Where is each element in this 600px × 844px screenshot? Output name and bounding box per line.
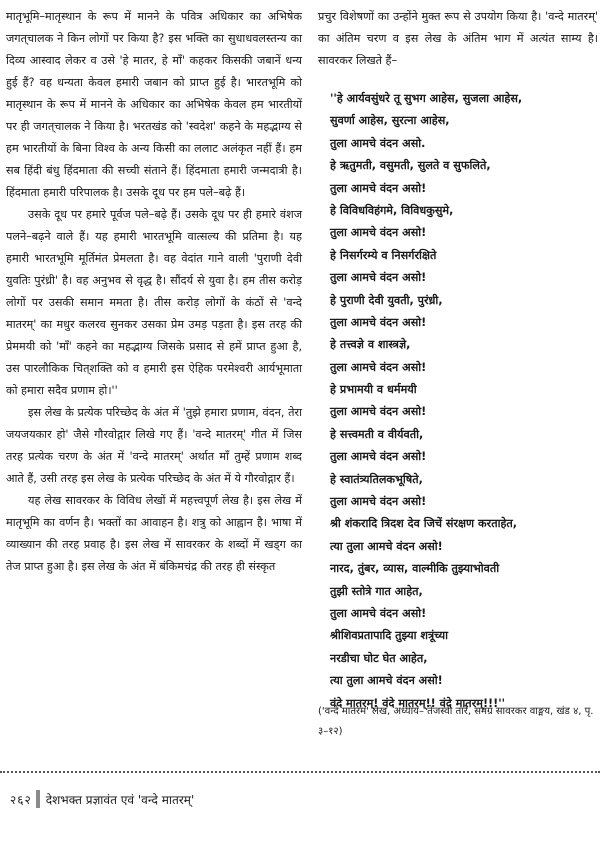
poem-line: नारद, तुंबर, व्यास, वाल्मीकि तुझ्याभोवती (330, 562, 500, 576)
poem-line: हे निसर्गरम्ये व निसर्गरक्षिते (330, 248, 437, 262)
paragraph-2: उसके दूध पर हमारे पूर्वज पले–बढ़े हैं। उसके दूध पर ही हमारे वंशज पलने–बढ़ने वाले हैं। यह हमारी भारतभूमि वात्सल्य की प्रतिमा है। यह हमारी भारतभूमि मूर्तिमंत प्रेमलता है। वह वेदांत गाने वाली 'पुराणी देवी युवतिः पुरंध्री' है। वह अनुभव से वृद्ध है। सौंदर्य से युवा है। हम तीस करोड़ लोगों पर उसकी समान ममता है। तीस करोड़ लोगों के कंठों से 'वन्दे मातरम्' का मधुर कलरव सुनकर उसका प्रेम उमड़ पड़ता है। इस तरह की प्रेममयी को 'माँ' कहने का महद्भाग्य जिसके प्रसाद से हमें प्राप्त हुआ है, उस पारलौकिक चित्‌शक्ति को व हमारी इस ऐहिक परमेश्वरी आर्यभूमाता को हमारा सदैव प्रणाम हो।'' (6, 208, 302, 397)
poem-line: त्या तुला आमचे वंदन असो! (330, 674, 443, 688)
book-title: देशभक्त प्रज्ञावंत एवं 'वन्दे मातरम्' (45, 792, 195, 807)
poem-line: त्या तुला आमचे वंदन असो! (330, 539, 443, 553)
page-number: २६२ (10, 792, 32, 807)
poem-line: तुला आमचे वंदन असो! (330, 181, 427, 195)
footer-separator-bar (36, 790, 40, 808)
paragraph-4: यह लेख सावरकर के विविध लेखों में महत्त्वपूर्ण लेख है। इस लेख में मातृभूमि का वर्णन है। भक्तों का आवाहन है। शत्रु को आह्वान है। भाषा में व्याख्यान की तरह प्रवाह है। इस लेख में सावरकर के शब्दों में खड्ग का तेज प्राप्त हुआ है। इस लेख के अंत में बंकिमचंद्र की तरह ही संस्कृत (6, 494, 302, 573)
poem-line: हे सत्त्वमती व वीर्यवती, (330, 427, 424, 441)
poem-line: तुला आमचे वंदन असो! (330, 606, 427, 620)
left-column (6, 6, 302, 578)
poem-line: ''हे आर्यवसुंधरे तू सुभग आहेस, सुजला आहेस, (330, 92, 523, 105)
page-footer (10, 788, 194, 810)
poem-line: तुझी स्तोत्रे गात आहेत, (330, 584, 423, 598)
footer-divider (0, 771, 600, 773)
poem-line: तुला आमचे वंदन असो! (330, 495, 427, 509)
poem-line: सुवर्णा आहेस, सुरत्ना आहेस, (330, 114, 450, 128)
poem-line: तुला आमचे वंदन असो! (330, 315, 427, 329)
poem-line: नरडीचा घोट घेत आहेत, (330, 651, 428, 665)
poem-line: श्री शंकरादि त्रिदश देव जिचें संरक्षण करताहेत, (330, 517, 518, 531)
paragraph-3: इस लेख के प्रत्येक परिच्छेद के अंत में 'तुझे हमारा प्रणाम, वंदन, तेरा जयजयकार हो' जैसे गौरवोद्गार लिखे गए हैं। 'वन्दे मातरम्' गीत में जिस तरह प्रत्येक चरण के अंत में 'वन्दे मातरम्' अर्थात माँ तुम्हें प्रणाम शब्द आते हैं, उसी तरह इस लेख के प्रत्येक परिच्छेद के अंत में ये गौरवोद्गार हैं। (6, 406, 302, 485)
poem-line: हे विविधविहंगमे, विविधकुसुमे, (330, 203, 454, 217)
poem-line: तुला आमचे वंदन असो! (330, 226, 427, 240)
right-intro-paragraph: प्रचुर विशेषणों का उन्होंने मुक्त रूप से उपयोग किया है। 'वन्दे मातरम्' का अंतिम चरण व इस लेख के अंतिम भाग में अत्यंत साम्य है। सावरकर लिखते हैं– (318, 10, 598, 67)
paragraph-1: मातृभूमि–मातृस्थान के रूप में मानने के पवित्र अधिकार का अभिषेक जगत्‌चालक ने किन लोगों पर किया है? इस भक्ति का सुधाधवलस्तन्य का दिव्य आस्वाद लेकर व उसे 'हे मातर, हे माँ' कहकर किसकी जबानें धन्य हुई हैं? वह धन्यता केवल हमारी जबान को प्राप्त हुई है। भारतभूमि को मातृस्थान के रूप में मानने के अधिकार का अभिषेक केवल हम भारतीयों पर ही जगत्‌चालक ने किया है। भरतखंड को 'स्वदेश' कहने के महद्भाग्य से हम भारतीयों के बिना विश्व के अन्य किसी का ललाट अलंकृत नहीं हैं। हम सब हिंदी बंधु हिंदमाता की सच्ची संताने हैं। हिंदमाता हमारी जन्मदात्री है। हिंदमाता हमारी परिपालक है। उसके दूध पर हम पले–बढ़े हैं। (6, 10, 302, 199)
poem-line: तुला आमचे वंदन असो! (330, 360, 427, 374)
poem-line: तुला आमचे वंदन असो! (330, 405, 427, 419)
right-column (318, 6, 598, 72)
poem-quote (330, 88, 598, 715)
poem-line: श्रीशिवप्रतापादि तुझ्या शत्रूंच्या (330, 629, 448, 643)
poem-line: वंदे मातरम्! वंदे मातरम्!! वंदे मातरम्!!!'' (330, 696, 506, 710)
poem-line: हे पुराणी देवी युवती, पुरंध्री, (330, 293, 443, 307)
poem-line: हे स्वातंत्र्यतिलकभूषिते, (330, 472, 423, 486)
poem-line: तुला आमचे वंदन असो! (330, 450, 427, 464)
poem-line: तुला आमचे वंदन असो! (330, 271, 427, 285)
poem-line: हे ऋतुमती, वसुमती, सुलते व सुफलिते, (330, 159, 491, 173)
citation: ('वन्दे मातरम' लेख, अध्याय– तेजस्वी तारे, समग्र सावरकर वाङ्मय, खंड ४, पृ. ३–१२) (318, 706, 594, 737)
poem-line: हे तत्त्वज्ञे व शास्त्रज्ञे, (330, 338, 411, 352)
poem-line: तुला आमचे वंदन असो. (330, 136, 426, 150)
poem-line: हे प्रभामयी व धर्ममयी (330, 383, 417, 397)
